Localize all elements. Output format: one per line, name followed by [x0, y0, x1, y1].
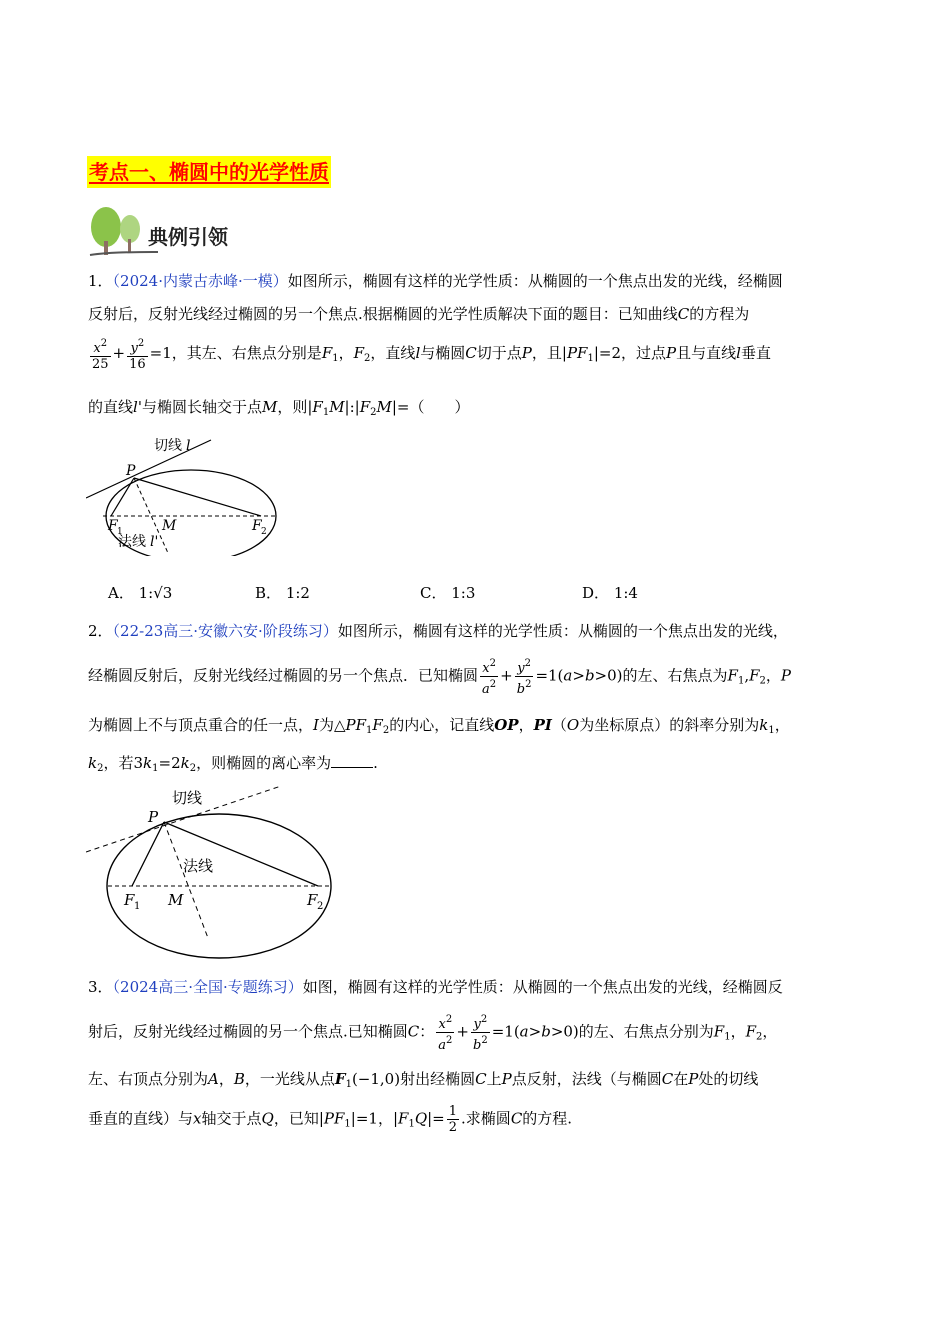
q1-option-a[interactable]: A． 1:√3	[108, 584, 173, 602]
q1-tangent-label: 切线	[154, 438, 182, 454]
svg-text:l': l'	[150, 534, 159, 550]
svg-text:2: 2	[261, 527, 267, 537]
svg-text:P: P	[148, 808, 159, 826]
q1-option-d[interactable]: D． 1:4	[582, 584, 638, 602]
svg-text:M: M	[168, 891, 184, 909]
q3-line3: 左、右顶点分别为A，B，一光线从点$F_1(-1,0)$射出经椭圆C上P点反射，法线（与椭圆C在P处的切线	[88, 1070, 759, 1090]
banner-label: 典例引领	[148, 225, 228, 249]
q1-line2: 反射后，反射光线经过椭圆的另一个焦点.根据椭圆的光学性质解决下面的题目：已知曲线C的方程为	[88, 305, 750, 323]
q1-line3: $\frac{x^2}{25}$ + $\frac{y^2}{16}$ =1，其左、右焦点分别是$F_1$，$F_2$，直线l与椭圆C切于点P，且$|PF_1|=2$，过点P且与直线l垂直	[92, 338, 771, 372]
q2-line2: 经椭圆反射后，反射光线经过椭圆的另一个焦点．已知椭圆 $\frac{x^2}{a^2}$ + $\frac{y^2}{b^2}$ =1(a>b>0)的左、右焦点为$F_1,F_2$，P	[88, 658, 792, 697]
q1-normal-label: 法线	[118, 534, 146, 550]
svg-text:P: P	[126, 463, 136, 479]
svg-text:F: F	[108, 518, 118, 534]
svg-text:1: 1	[134, 901, 141, 912]
svg-text:1: 1	[117, 527, 123, 537]
q2-line4: $k_2$，若$3k_1=2k_2$，则椭圆的离心率为 .	[88, 754, 378, 774]
q3-line4: 垂直的直线）与x轴交于点Q，已知$|PF_1|=1$，$|F_1Q|=$ $\frac{1}{2}$ .求椭圆C的方程.	[88, 1104, 573, 1135]
q2-normal-label: 法线	[183, 857, 214, 875]
q2-figure	[86, 786, 336, 964]
q2-line1: 2．（22-23高三·安徽六安·阶段练习）如图所示，椭圆有这样的光学性质：从椭圆的一个焦点出发的光线，	[88, 622, 788, 640]
svg-text:F: F	[307, 891, 318, 909]
q2-source: （22-23高三·安徽六安·阶段练习）	[112, 622, 338, 640]
q1-option-b[interactable]: B． 1:2	[255, 584, 310, 602]
q2-line3: 为椭圆上不与顶点重合的任一点，I为$\triangle PF_1F_2$的内心，记直线OP，PI（O为坐标原点）的斜率分别为$k_1$，	[88, 716, 790, 736]
q1-line4: 的直线l'与椭圆长轴交于点M，则$|F_1M|:|F_2M|=$（ ）	[88, 398, 470, 418]
q1-line1: 1．（2024·内蒙古赤峰·一模）如图所示，椭圆有这样的光学性质：从椭圆的一个焦点出发的光线，经椭圆	[88, 272, 783, 290]
q3-source: （2024高三·全国·专题练习）	[112, 978, 303, 996]
svg-text:l: l	[186, 438, 191, 454]
example-banner	[88, 205, 268, 257]
q2-answer-blank[interactable]	[331, 753, 373, 768]
q3-line1: 3．（2024高三·全国·专题练习）如图，椭圆有这样的光学性质：从椭圆的一个焦点出发的光线，经椭圆反	[88, 978, 783, 996]
svg-text:F: F	[124, 891, 135, 909]
section-title: 考点一、椭圆中的光学性质	[87, 156, 331, 188]
q1-figure	[86, 428, 286, 556]
svg-text:2: 2	[317, 901, 324, 912]
q3-line2: 射后，反射光线经过椭圆的另一个焦点.已知椭圆C： $\frac{x^2}{a^2}$ + $\frac{y^2}{b^2}$ =1(a>b>0)的左、右焦点分别为$F_1$，$F_2$，	[88, 1014, 778, 1053]
svg-text:F: F	[252, 518, 262, 534]
q1-option-c[interactable]: C． 1:3	[420, 584, 476, 602]
svg-text:M: M	[162, 518, 177, 534]
q1-source: （2024·内蒙古赤峰·一模）	[112, 272, 288, 290]
q2-tangent-label: 切线	[172, 789, 203, 807]
